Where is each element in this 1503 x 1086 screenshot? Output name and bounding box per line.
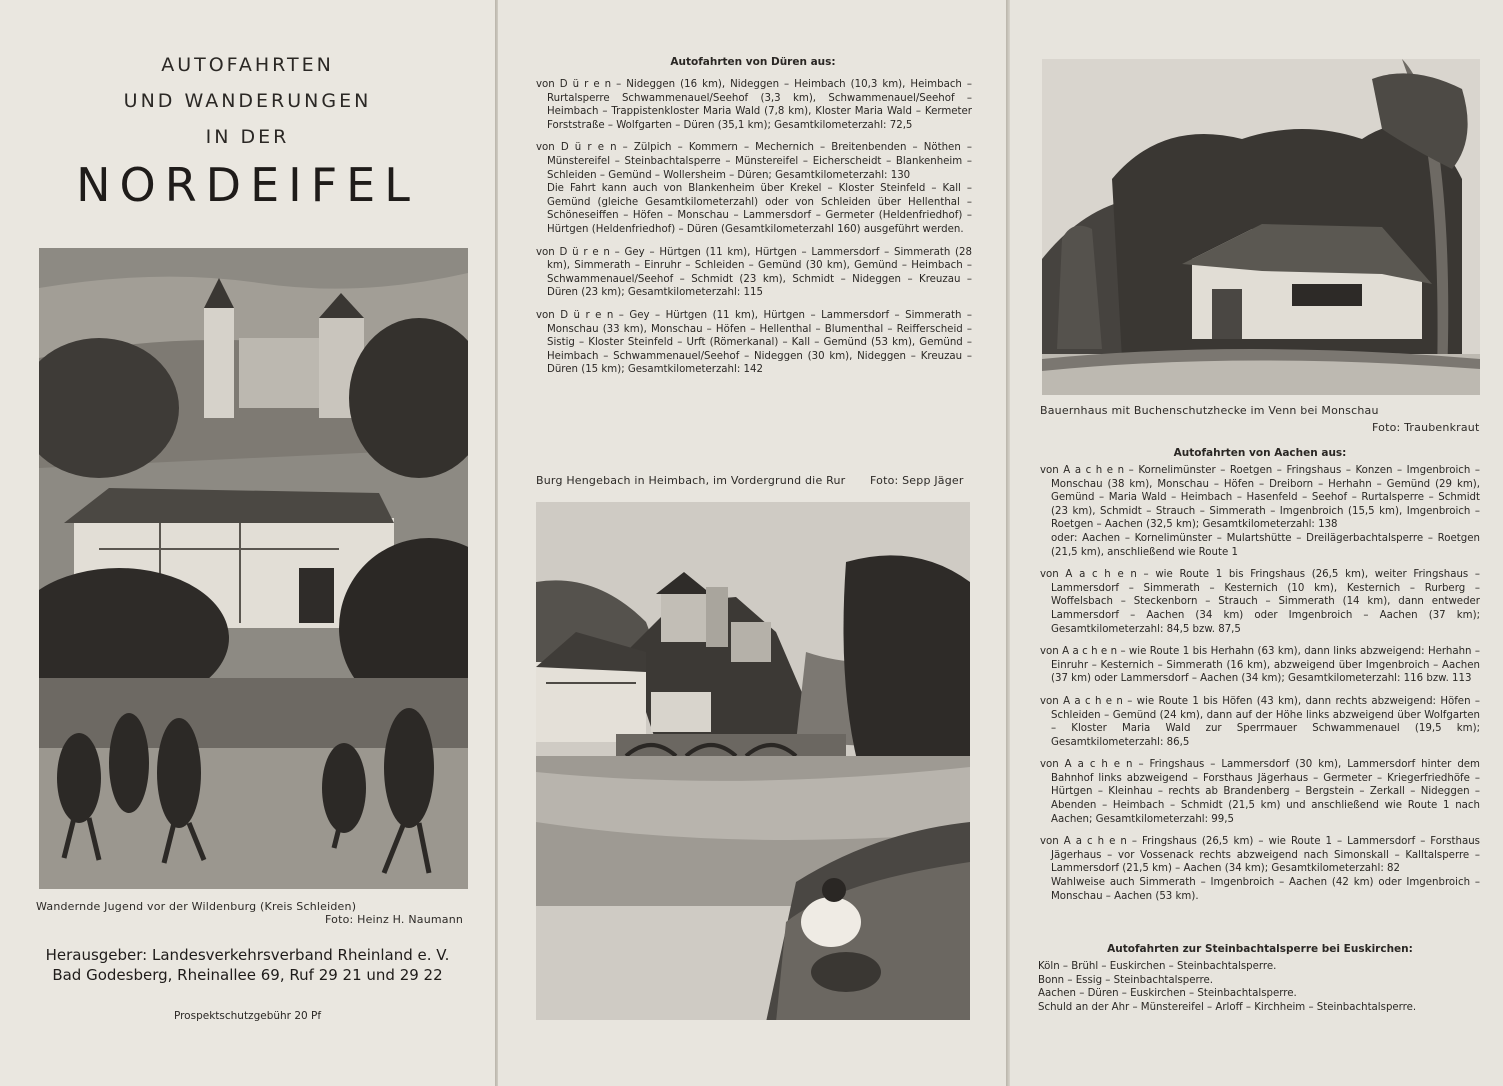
cover-photo-hikers — [39, 248, 468, 889]
dueren-route-4: von D ü r e n – Gey – Hürtgen (11 km), Hürtgen – Lammersdorf – Simmerath – Monschau (33 km), Monschau – Höfen – Hellenthal – Blumenthal – Reifferscheid – Sistig – Kloster Steinfeld – Urft (Römerkanal) – Kall – Gemünd (53 km), Gemünd – Heimbach – Schwammenauel/Seehof – Nideggen (30 km), Nideggen – Kreuzau – Düren (15 km); Gesamtkilometerzahl: 142 — [536, 309, 972, 376]
aachen-route-5: von A a c h e n – Fringshaus – Lammersdorf (30 km), Lammersdorf hinter dem Bahnhof links abzweigend – Forsthaus Jägerhaus – Germeter – Kriegerfriedhöfe – Hürtgen – Kleinhau – rechts ab Brandenberg – Bergstein – Zerkall – Nideggen – Abenden – Heimbach – Schmidt (21,5 km) und anschließend wie Route 1 nach Aachen; Gesamtkilometerzahl: 99,5 — [1040, 759, 1480, 825]
steinbach-heading: Autofahrten zur Steinbachtalsperre bei Euskirchen: — [1107, 943, 1413, 955]
dueren-route-2: von D ü r e n – Zülpich – Kommern – Mechernich – Breitenbenden – Nöthen – Münstereifel – Steinbachtalsperre – Münstereifel – Eicherscheidt – Blankenheim – Schleiden – Gemünd – Wollersheim – Düren; Gesamtkilometerzahl: 130 — [536, 142, 972, 181]
publisher-block — [0, 945, 495, 985]
dueren-route-3: von D ü r e n – Gey – Hürtgen (11 km), Hürtgen – Lammersdorf – Simmerath (28 km), Simmerath – Einruhr – Schleiden – Gemünd (30 km), Gemünd – Heimbach – Schwammenauel/Seehof – Schmidt (23 km), Schmidt – Nideggen – Kreuzau – Düren (23 km); Gesamtkilometerzahl: 115 — [536, 246, 972, 299]
aachen-route-1: von A a c h e n – Kornelimünster – Roetgen – Fringshaus – Konzen – Imgenbroich – Monschau (38 km), Monschau – Höfen – Dreiborn – Herhahn – Gemünd (29 km), Gemünd – Maria Wald – Heimbach – Hasenfeld – Seehof – Rurtalsperre – Schmidt (23 km), Schmidt – Strauch – Simmerath – Imgenbroich (15,5 km), Imgenbroich – Roetgen – Aachen (32,5 km); Gesamtkilometerzahl: 138 — [1040, 465, 1480, 531]
dueren-route-2-alt: Die Fahrt kann auch von Blankenheim über Krekel – Kloster Steinfeld – Kall – Gemünd (gleiche Gesamtkilometerzahl) oder von Schleiden über Hellenthal – Schöneseiffen – Höfen – Monschau – Lammersdorf – Germeter (Heldenfriedhof) – Hürtgen (Heldenfriedhof) – Düren (Gesamtkilometerzahl 160) ausgeführt werden. — [547, 183, 972, 235]
dueren-route-1: von D ü r e n – Nideggen (16 km), Nideggen – Heimbach (10,3 km), Heimbach – Rurtalsperre Schwammenauel/Seehof (3,3 km), Schwammenauel/Seehof – Heimbach – Trappistenkloster Maria Wald (7,8 km), Kloster Maria Wald – Kermeter Forststraße – Wolfgarten – Düren (35,1 km); Gesamtkilometerzahl: 72,5 — [536, 79, 972, 131]
aachen-route-4: von A a c h e n – wie Route 1 bis Höfen (43 km), dann rechts abzweigend: Höfen – Schleiden – Gemünd (24 km), dann auf der Höhe links abzweigend über Wolfgarten – Kloster Maria Wald zur Sperrmauer Schwammenauel (19,5 km); Gesamtkilometerzahl: 86,5 — [1040, 695, 1480, 748]
farmhouse-photo-credit: Foto: Traubenkraut — [1372, 421, 1480, 434]
cover-photo-caption: Wandernde Jugend vor der Wildenburg (Kreis Schleiden) — [36, 900, 357, 913]
cover-photo-credit: Foto: Heinz H. Naumann — [325, 913, 464, 926]
right-panel — [1010, 0, 1503, 1086]
aachen-route-6-alt: Wahlweise auch Simmerath – Imgenbroich – Aachen (42 km) oder Imgenbroich – Monschau – Aachen (53 km). — [1051, 877, 1480, 902]
publisher-line-1: Herausgeber: Landesverkehrsverband Rheinland e. V. — [45, 946, 450, 964]
aachen-route-6: von A a c h e n – Fringshaus (26,5 km) – wie Route 1 – Lammersdorf – Forsthaus Jägerhaus – vor Vossenack rechts abzweigend nach Simonskall – Kalltalsperre – Lammersdorf (21,5 km) – Aachen (34 km); Gesamtkilometerzahl: 82 — [1040, 836, 1480, 875]
main-title: NORDEIFEL — [76, 158, 419, 212]
castle-photo-caption: Burg Hengebach in Heimbach, im Vordergrund die Rur — [536, 474, 846, 487]
aachen-heading: Autofahrten von Aachen aus: — [1173, 447, 1347, 459]
steinbach-route-1: Köln – Brühl – Euskirchen – Steinbachtalsperre. — [1038, 961, 1277, 972]
protection-fee: Prospektschutzgebühr 20 Pf — [173, 1010, 322, 1022]
title-line-3: IN DER — [205, 126, 290, 148]
farmhouse-photo — [1042, 59, 1480, 395]
aachen-routes — [1040, 464, 1480, 912]
dueren-heading: Autofahrten von Düren aus: — [670, 56, 836, 68]
steinbach-route-2: Bonn – Essig – Steinbachtalsperre. — [1038, 974, 1213, 986]
steinbach-route-3: Aachen – Düren – Euskirchen – Steinbachtalsperre. — [1038, 988, 1297, 1000]
title-line-2: UND WANDERUNGEN — [123, 90, 372, 112]
middle-panel — [498, 0, 1008, 1086]
title-line-1: AUTOFAHRTEN — [161, 54, 334, 76]
aachen-route-1-alt: oder: Aachen – Kornelimünster – Mulartshütte – Dreilägerbachtalsperre – Roetgen (21,5 km), anschließend wie Route 1 — [1051, 532, 1480, 558]
cover-panel — [0, 0, 495, 1086]
castle-photo-credit: Foto: Sepp Jäger — [870, 474, 964, 487]
publisher-line-2: Bad Godesberg, Rheinallee 69, Ruf 29 21 und 29 22 — [52, 966, 443, 984]
aachen-route-2: von A a c h e n – wie Route 1 bis Fringshaus (26,5 km), weiter Fringshaus – Lammersdorf – Simmerath – Kesternich (10 km), Kesternich – Rurberg – Woffelsbach – Steckenborn – Strauch – Simmerath (14 km), dann entweder Lammersdorf – Aachen (34 km) oder Imgenbroich – Aachen (37 km); Gesamtkilometerzahl: 84,5 bzw. 87,5 — [1040, 569, 1480, 635]
aachen-route-3: von A a c h e n – wie Route 1 bis Herhahn (63 km), dann links abzweigend: Herhahn – Einruhr – Kesternich – Simmerath (16 km), abzweigend über Imgenbroich – Aachen (37 km) oder Lammersdorf – Aachen (34 km); Gesamtkilometerzahl: 116 bzw. 113 — [1040, 646, 1480, 685]
farmhouse-photo-caption: Bauernhaus mit Buchenschutzhecke im Venn bei Monschau — [1040, 404, 1379, 417]
dueren-routes — [536, 78, 972, 386]
steinbach-route-4: Schuld an der Ahr – Münstereifel – Arloff – Kirchheim – Steinbachtalsperre. — [1038, 1001, 1417, 1013]
castle-photo — [536, 502, 970, 1020]
steinbach-routes — [1038, 960, 1480, 1014]
